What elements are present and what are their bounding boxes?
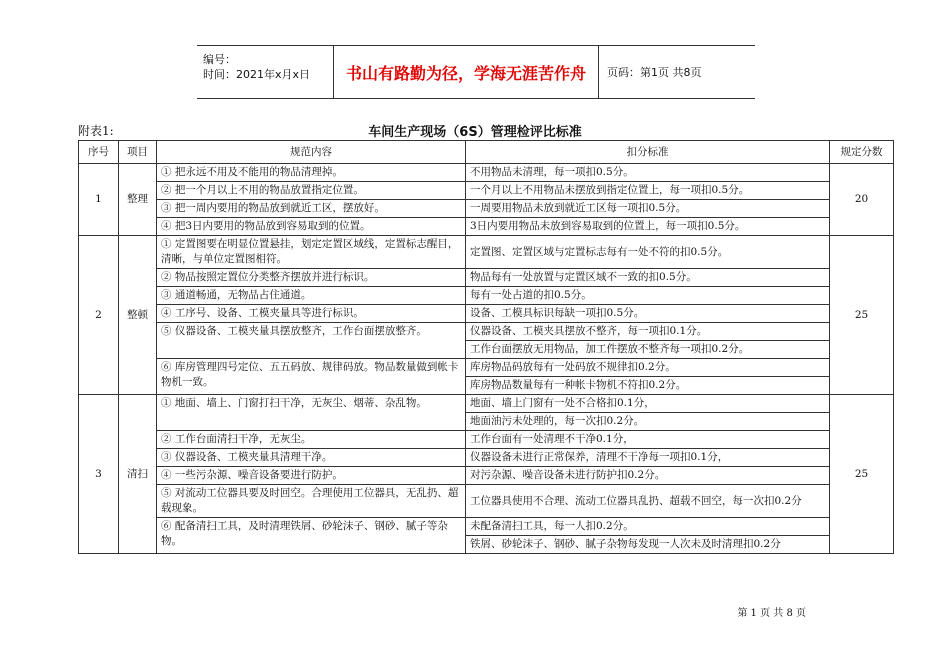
standards-table — [78, 140, 894, 554]
table-row — [79, 218, 894, 236]
score-cell: 25 — [830, 395, 894, 554]
col-header-spec: 规范内容 — [157, 141, 466, 164]
seq-cell: 2 — [79, 236, 119, 395]
spec-cell: ④ 把3日内要用的物品放到容易取到的位置。 — [157, 218, 466, 236]
deduction-cell: 地面、墙上门窗有一处不合格扣0.1分， — [466, 395, 830, 413]
time-label: 时间：2021年x月x日 — [203, 68, 311, 81]
deduction-cell: 一个月以上不用物品未摆放到指定位置上，每一项扣0.5分。 — [466, 182, 830, 200]
annex-label: 附表1: — [78, 124, 114, 138]
table-row — [79, 518, 894, 536]
item-cell: 清扫 — [119, 395, 157, 554]
deduction-cell: 一周要用物品未放到就近工区每一项扣0.5分。 — [466, 200, 830, 218]
item-cell: 整顿 — [119, 236, 157, 395]
deduction-cell: 设备、工模具标识每缺一项扣0.5分。 — [466, 305, 830, 323]
header-motto: 书山有路勤为径，学海无涯苦作舟 — [334, 46, 599, 98]
table-row — [79, 467, 894, 485]
table-row — [79, 431, 894, 449]
table-row — [79, 236, 894, 269]
spec-cell: ③ 通道畅通，无物品占住通道。 — [157, 287, 466, 305]
table-row — [79, 323, 894, 341]
deduction-cell: 每有一处占道的扣0.5分。 — [466, 287, 830, 305]
header-meta — [197, 46, 334, 98]
table-row — [79, 182, 894, 200]
table-row — [79, 449, 894, 467]
table-row — [79, 395, 894, 413]
deduction-cell: 库房物品数量每有一种帐卡物机不符扣0.2分。 — [466, 377, 830, 395]
table-header-row — [79, 141, 894, 164]
table-row — [79, 164, 894, 182]
spec-cell: ③ 仪器设备、工模夹量具清理干净。 — [157, 449, 466, 467]
deduction-cell: 工作台面摆放无用物品，加工件摆放不整齐每一项扣0.2分。 — [466, 341, 830, 359]
seq-cell: 1 — [79, 164, 119, 236]
deduction-cell: 未配备清扫工具，每一人扣0.2分。 — [466, 518, 830, 536]
deduction-cell: 工作台面有一处清理不干净0.1分， — [466, 431, 830, 449]
spec-cell: ④ 一些污杂源、噪音设备要进行防护。 — [157, 467, 466, 485]
table-row — [79, 359, 894, 377]
spec-cell: ⑤ 对流动工位器具要及时回空。合理使用工位器具，无乱扔、超载现象。 — [157, 485, 466, 518]
spec-cell: ① 把永远不用及不能用的物品清理掉。 — [157, 164, 466, 182]
deduction-cell: 铁屑、砂轮沫子、钢砂、腻子杂物每发现一人次未及时清理扣0.2分 — [466, 536, 830, 554]
deduction-cell: 对污杂源、噪音设备未进行防护扣0.2分。 — [466, 467, 830, 485]
deduction-cell: 仪器设备、工模夹具摆放不整齐，每一项扣0.1分。 — [466, 323, 830, 341]
number-label: 编号： — [203, 53, 236, 66]
document-header — [197, 45, 755, 99]
header-page-code: 页码：第1页 共8页 — [607, 66, 702, 79]
deduction-cell: 工位器具使用不合理、流动工位器具乱扔、超载不回空，每一次扣0.2分 — [466, 485, 830, 518]
seq-cell: 3 — [79, 395, 119, 554]
deduction-cell: 仪器设备未进行正常保养，清理不干净每一项扣0.1分， — [466, 449, 830, 467]
spec-cell: ② 把一个月以上不用的物品放置指定位置。 — [157, 182, 466, 200]
deduction-cell: 3日内要用物品未放到容易取到的位置上，每一项扣0.5分。 — [466, 218, 830, 236]
spec-cell: ⑤ 仪器设备、工模夹量具摆放整齐，工作台面摆放整齐。 — [157, 323, 466, 359]
spec-cell: ① 地面、墙上、门窗打扫干净，无灰尘、烟蒂、杂乱物。 — [157, 395, 466, 431]
deduction-cell: 物品每有一处放置与定置区域不一致的扣0.5分。 — [466, 269, 830, 287]
table-row — [79, 269, 894, 287]
table-row — [79, 305, 894, 323]
page-footer: 第 1 页 共 8 页 — [737, 608, 806, 619]
deduction-cell: 定置图、定置区域与定置标志每有一处不符的扣0.5分。 — [466, 236, 830, 269]
score-cell: 20 — [830, 164, 894, 236]
col-header-score: 规定分数 — [830, 141, 894, 164]
spec-cell: ② 物品按照定置位分类整齐摆放并进行标识。 — [157, 269, 466, 287]
deduction-cell: 不用物品未清理，每一项扣0.5分。 — [466, 164, 830, 182]
score-cell: 25 — [830, 236, 894, 395]
deduction-cell: 地面油污未处理的，每一次扣0.2分。 — [466, 413, 830, 431]
spec-cell: ⑥ 库房管理四号定位、五五码放、规律码放。物品数量做到帐卡物机一致。 — [157, 359, 466, 395]
col-header-deduction: 扣分标准 — [466, 141, 830, 164]
spec-cell: ④ 工序号、设备、工模夹量具等进行标识。 — [157, 305, 466, 323]
spec-cell: ① 定置图要在明显位置悬挂，划定定置区域线，定置标志醒目，清晰，与单位定置图相符。 — [157, 236, 466, 269]
spec-cell: ③ 把一周内要用的物品放到就近工区，摆放好。 — [157, 200, 466, 218]
table-row — [79, 287, 894, 305]
table-row — [79, 200, 894, 218]
document-title: 车间生产现场（6S）管理检评比标准 — [368, 125, 582, 140]
col-header-item: 项目 — [119, 141, 157, 164]
deduction-cell: 库房物品码放每有一处码放不规律扣0.2分。 — [466, 359, 830, 377]
spec-cell: ② 工作台面清扫干净，无灰尘。 — [157, 431, 466, 449]
spec-cell: ⑥ 配备清扫工具，及时清理铁屑、砂轮沫子、钢砂、腻子等杂物。 — [157, 518, 466, 554]
item-cell: 整理 — [119, 164, 157, 236]
col-header-seq: 序号 — [79, 141, 119, 164]
table-row — [79, 485, 894, 518]
